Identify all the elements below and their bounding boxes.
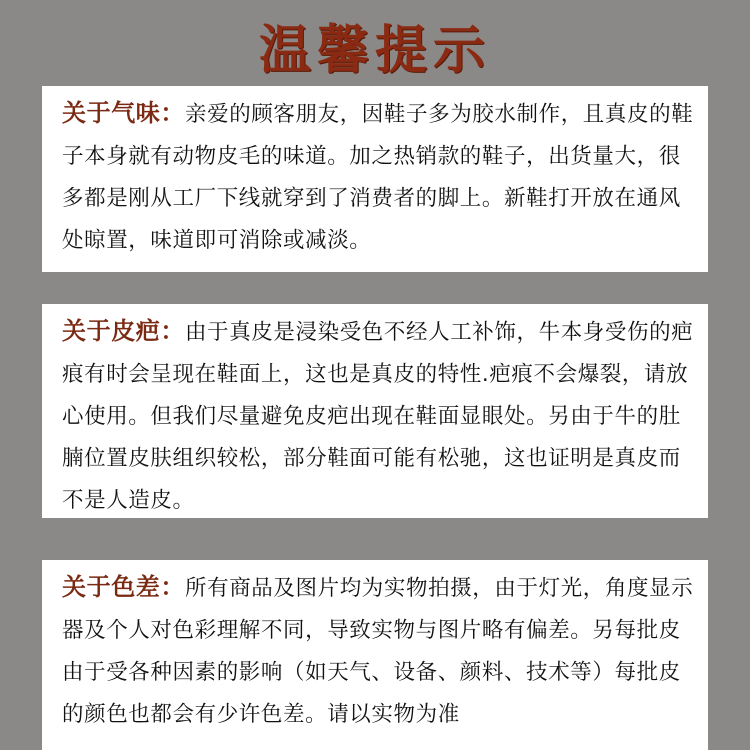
notice-paragraph [62, 310, 694, 522]
notice-paragraph [62, 92, 694, 262]
notice-card-color [42, 560, 708, 750]
notice-card-smell [42, 86, 708, 272]
notice-text: 亲爱的顾客朋友，因鞋子多为胶水制作，且真皮的鞋子本身就有动物皮毛的味道。加之热销款的鞋子，出货量大，很多都是刚从工厂下线就穿到了消费者的脚上。新鞋打开放在通风处晾置，味道即可消除或减淡。 [62, 102, 694, 253]
notice-text: 由于真皮是浸染受色不经人工补饰，牛本身受伤的疤痕有时会呈现在鞋面上，这也是真皮的特性.疤痕不会爆裂，请放心使用。但我们尽量避免皮疤出现在鞋面显眼处。另由于牛的肚腩位置皮肤组织较松，部分鞋面可能有松驰，这也证明是真皮而不是人造皮。 [62, 320, 694, 513]
notice-heading: 关于气味： [62, 99, 185, 127]
notice-text: 所有商品及图片均为实物拍摄，由于灯光，角度显示器及个人对色彩理解不同，导致实物与图片略有偏差。另每批皮由于受各种因素的影响（如天气、设备、颜料、技术等）每批皮的颜色也都会有少许色差。请以实物为准 [62, 576, 694, 727]
page-title: 温馨提示 [258, 21, 491, 81]
notice-heading: 关于皮疤： [62, 317, 185, 345]
notice-card-scar [42, 304, 708, 518]
notice-paragraph [62, 566, 694, 736]
notice-heading: 关于色差： [62, 573, 185, 601]
